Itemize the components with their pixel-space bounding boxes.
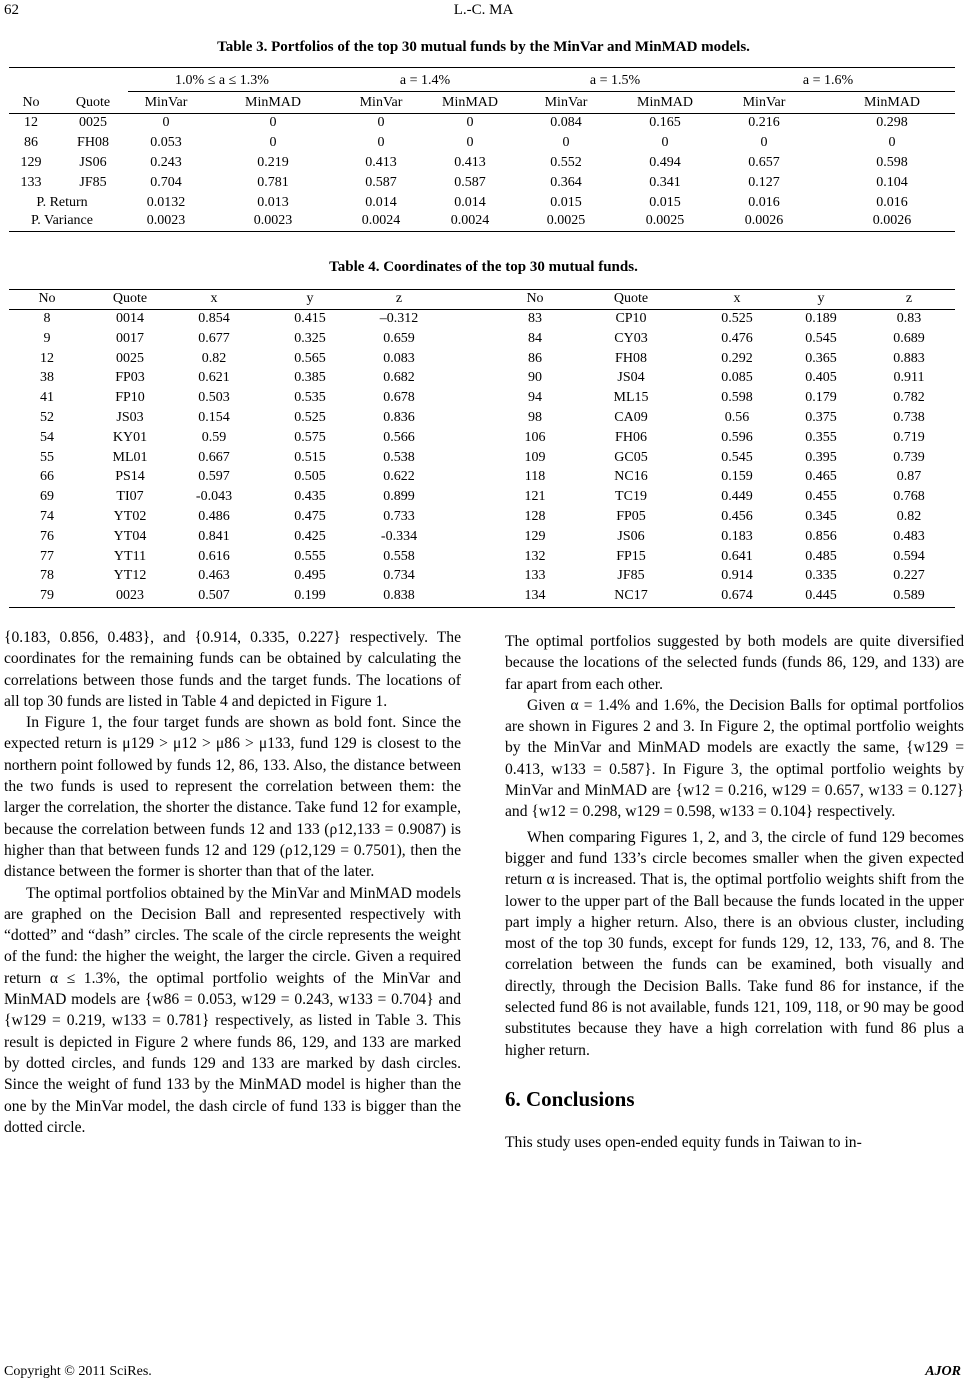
table3-summary-cell: 0.014: [365, 195, 397, 210]
right-paragraph-4: This study uses open-ended equity funds in Taiwan to in-: [505, 1134, 862, 1152]
table3-cell: 0.494: [649, 155, 681, 170]
table4-cell: 0025: [116, 350, 144, 366]
page-number: 62: [4, 2, 19, 18]
table4-cell: 0.395: [805, 449, 837, 465]
table4-cell: 0.525: [721, 311, 753, 326]
table4-cell: 0.677: [198, 330, 230, 346]
table3-column-header-cell: No: [22, 95, 40, 110]
table4-column-header-cell: No: [526, 291, 544, 306]
table4-column-header-cell: z: [905, 291, 913, 306]
table3-cell: 0: [377, 115, 385, 130]
table4-cell: 0.435: [294, 489, 326, 505]
table3-summary-cell: 0.016: [876, 195, 908, 210]
table3-cell: 0.587: [454, 175, 486, 190]
table3-summary-cell: 0.0132: [146, 195, 186, 210]
right-paragraph-1: The optimal portfolios suggested by both models are quite diversified because the locations of the selected funds (funds 86, 129, and 133) are far apart from each other.: [505, 633, 964, 693]
table4-cell: 0.682: [383, 370, 415, 386]
table3-cell: 0.298: [876, 115, 908, 130]
table4-row: [9, 390, 955, 409]
table3-summary-cell: 0.0024: [361, 213, 401, 228]
table4-cell: 0.739: [893, 449, 925, 465]
table3-cell: JF85: [79, 175, 107, 190]
table4-cell: FP10: [115, 390, 145, 406]
table4-row: [9, 450, 955, 469]
table4-cell: 12: [40, 350, 54, 366]
table3-cell: 0.219: [257, 155, 289, 170]
table4-cell: -0.334: [380, 528, 418, 544]
table4-cell: 134: [524, 588, 546, 604]
table4-cell: 0.782: [893, 390, 925, 406]
table3-header-rule: [9, 113, 955, 114]
table3-cell: 0025: [79, 115, 107, 130]
table4-cell: 0.914: [721, 568, 753, 584]
table4-cell: 0.183: [721, 528, 753, 544]
table4-cell: JS04: [617, 370, 645, 386]
table4-cell: 0.486: [198, 509, 230, 524]
table3-cell: 12: [24, 115, 38, 130]
left-paragraph-2: In Figure 1, the four target funds are shown as bold font. Since the expected return is μ129 > μ12 > μ86 > μ133, fund 129 is closest to the northern point followed by funds 12, 86, 133. Also, the distance between the two funds is used to represent the correlation between them: the larger the correlation, the shorter the distance. Take fund 12 for example, because the correlation between funds 12 and 133 (ρ12,133 = 0.9087) is higher than that between funds 12 and 129 (ρ12,129 = 0.7501), then the distance between the former is shorter than that of the later.: [4, 714, 461, 881]
table4-cell: 66: [40, 469, 54, 485]
table3-caption: Table 3. Portfolios of the top 30 mutual funds by the MinVar and MinMAD models.: [217, 39, 750, 55]
table4-column-header-cell: Quote: [112, 291, 148, 306]
table3-column-header: [9, 95, 955, 114]
table4-cell: 0.87: [896, 469, 922, 485]
table3-cell: 0: [269, 135, 277, 150]
table3-cell: 0.413: [454, 155, 486, 170]
table4-cell: ML15: [613, 390, 649, 406]
table4-row: [9, 410, 955, 429]
table3-group-label: a = 1.4%: [399, 73, 451, 88]
table4-cell: 0.475: [294, 509, 326, 524]
table4-cell: 0.375: [805, 410, 837, 425]
table4-caption: Table 4. Coordinates of the top 30 mutual funds.: [329, 259, 638, 275]
table4-cell: 0.485: [805, 548, 837, 564]
table4-cell: TI07: [116, 489, 144, 505]
table4-cell: FP15: [616, 548, 646, 564]
table4-cell: 0.505: [294, 469, 326, 485]
table3-summary-cell: 0.013: [257, 195, 289, 210]
table4-cell: 0.734: [383, 568, 415, 584]
table4-cell: 0.622: [383, 469, 415, 485]
table4-cell: 0.227: [893, 568, 925, 584]
table4-cell: 0.689: [893, 330, 925, 346]
table3-summary-cell: 0.0023: [146, 213, 186, 228]
table3-cell: 0.165: [649, 115, 681, 130]
table4-cell: 38: [40, 370, 54, 386]
table4-cell: 0.659: [383, 330, 415, 346]
table4-row: [9, 311, 955, 330]
table4-row: [9, 489, 955, 508]
table4-cell: CA09: [614, 410, 648, 425]
table4-cell: 0.674: [721, 588, 753, 604]
table4-cell: 0.838: [383, 588, 415, 604]
table4-row: [9, 588, 955, 607]
table3-column-header-cell: MinMAD: [244, 95, 302, 110]
table4-cell: 77: [40, 548, 54, 564]
table4-cell: FH08: [615, 350, 647, 366]
table3-summary-cell: P. Return: [36, 195, 88, 210]
table4-cell: 0.641: [721, 548, 753, 564]
table3-cell: 0: [466, 115, 474, 130]
table3-summary-cell: 0.015: [550, 195, 582, 210]
table4-cell: 0.555: [294, 548, 326, 564]
table4-cell: 0.59: [201, 429, 227, 445]
table4-column-header-cell: Quote: [613, 291, 649, 306]
table3-cell: 0: [377, 135, 385, 150]
table3-bottom-rule: [9, 231, 955, 232]
table4-cell: 0.159: [721, 469, 753, 485]
table4-cell: 0.495: [294, 568, 326, 584]
table3-column-header-cell: MinMAD: [441, 95, 499, 110]
table4-cell: 0.597: [198, 469, 230, 485]
table4-cell: 0.856: [805, 528, 837, 544]
table4-column-header-cell: No: [38, 291, 56, 306]
table3-cell: 0.587: [365, 175, 397, 190]
table4-cell: 0.82: [896, 509, 922, 524]
table4-row: [9, 370, 955, 389]
table4-cell: 76: [40, 528, 54, 544]
table4-cell: FP03: [115, 370, 145, 386]
table4-cell: 0.883: [893, 350, 925, 366]
table4-cell: 0.455: [805, 489, 837, 505]
section-heading-conclusions: 6. Conclusions: [505, 1086, 635, 1111]
table3-cell: 0.104: [876, 175, 908, 190]
table3-cell: 0.598: [876, 155, 908, 170]
table4-cell: 0.507: [198, 588, 230, 604]
table3-cell: 129: [20, 155, 42, 170]
table3-cell: 0.781: [257, 175, 289, 190]
table3-group-label: a = 1.5%: [589, 73, 641, 88]
table3-column-header-cell: MinVar: [144, 95, 188, 110]
table4-row: [9, 331, 955, 350]
table3-summary-cell: 0.0024: [450, 213, 490, 228]
table4-cell: 0.335: [805, 568, 837, 584]
table4-header-rule: [9, 309, 955, 310]
table4-cell: 98: [528, 410, 542, 425]
table4-cell: 0.189: [805, 311, 837, 326]
left-text-column: [4, 627, 461, 1138]
table4-cell: 0.425: [294, 528, 326, 544]
table4-top-rule: [9, 289, 955, 290]
table4-cell: 0.085: [721, 370, 753, 386]
table4-cell: 109: [524, 449, 546, 465]
table3-row: [9, 115, 955, 134]
table3-column-header-cell: MinMAD: [636, 95, 694, 110]
table4-cell: 132: [524, 548, 546, 564]
table4-cell: FH06: [615, 429, 647, 445]
table4-cell: 0.535: [294, 390, 326, 406]
table4-cell: 0.598: [721, 390, 753, 406]
table4-cell: 0.445: [805, 588, 837, 604]
table4-cell: NC16: [614, 469, 648, 485]
table4-cell: 54: [40, 429, 54, 445]
table3-summary-row: [9, 195, 955, 214]
table4-cell: YT02: [113, 509, 147, 524]
table3-cell: 0.243: [150, 155, 182, 170]
table4-cell: 0.545: [721, 449, 753, 465]
table4-cell: 0.538: [383, 449, 415, 465]
table4-cell: 0017: [116, 330, 144, 346]
table3-summary-cell: 0.0023: [253, 213, 293, 228]
table3-summary-cell: 0.0025: [645, 213, 685, 228]
table4-cell: 0.476: [721, 330, 753, 346]
table3-column-header-cell: MinMAD: [863, 95, 921, 110]
table4-cell: 0.292: [721, 350, 753, 366]
table4-column-header-cell: x: [210, 291, 218, 306]
table4-row: [9, 430, 955, 449]
table4-cell: 0.483: [893, 528, 925, 544]
table4-cell: 94: [528, 390, 542, 406]
footer-journal: AJOR: [925, 1364, 961, 1379]
table4-cell: 0.365: [805, 350, 837, 366]
table4-cell: 0.841: [198, 528, 230, 544]
table4-cell: YT11: [113, 548, 147, 564]
table4-cell: 0.854: [198, 311, 230, 326]
table3-summary-cell: P. Variance: [31, 213, 93, 228]
table3-cell: 0.552: [550, 155, 582, 170]
table4-cell: ML01: [112, 449, 148, 465]
table3-summary-cell: 0.0025: [546, 213, 586, 228]
table4-cell: 0.738: [893, 410, 925, 425]
table4-cell: 106: [524, 429, 546, 445]
table4-row: [9, 568, 955, 587]
table3-cell: 0: [162, 115, 170, 130]
table4-cell: FP05: [616, 509, 646, 524]
table4-cell: 0.616: [198, 548, 230, 564]
table4-cell: 0.503: [198, 390, 230, 406]
running-header-author: L.-C. MA: [453, 2, 514, 18]
table3-cell: 0.364: [550, 175, 582, 190]
table4-cell: 121: [524, 489, 546, 505]
table4-cell: 0.667: [198, 449, 230, 465]
table4-cell: 0.565: [294, 350, 326, 366]
table4-cell: 0.199: [294, 588, 326, 604]
table4-cell: 0.83: [896, 311, 922, 326]
table4-cell: 0.325: [294, 330, 326, 346]
table4-cell: 118: [524, 469, 546, 485]
table4-cell: 74: [40, 509, 54, 524]
table4-cell: JF85: [617, 568, 645, 584]
table4-cell: 0.899: [383, 489, 415, 505]
table4-cell: GC05: [614, 449, 648, 465]
table4-cell: KY01: [112, 429, 148, 445]
right-paragraph-3: When comparing Figures 1, 2, and 3, the circle of fund 129 becomes bigger and fund 133’s circle becomes smaller when the given expected return α is increased. That is, the optimal portfolio weights shift from the lower to the upper part of the Ball because the funds located in the upper part imply a higher return. Also, there is an obvious cluster, including most of the top 30 funds, except for funds 129, 12, 133, 76, and 8. The correlation between the funds can be examined, both visually and directly, through the Decision Balls. Take fund 86 for instance, if the selected fund 86 is not available, funds 121, 109, 118, or 90 may be good substitutes because they have a high correlation with fund 86 plus a higher return.: [505, 828, 964, 1059]
table3-cell: 0: [760, 135, 768, 150]
table3-cell: FH08: [77, 135, 109, 150]
table4-cell: 69: [40, 489, 54, 505]
table4-cell: JS06: [617, 528, 645, 544]
table4-cell: YT12: [113, 568, 147, 584]
table4-cell: 0.589: [893, 588, 925, 604]
table4-cell: 0.456: [721, 509, 753, 524]
table3-cell: 86: [24, 135, 38, 150]
table4-cell: 0.179: [805, 390, 837, 406]
table4-cell: 9: [43, 330, 51, 346]
table4-cell: 0.525: [294, 410, 326, 425]
table3-cell: JS06: [79, 155, 107, 170]
table3-column-header-cell: MinVar: [359, 95, 403, 110]
table4-cell: NC17: [614, 588, 648, 604]
table4-cell: 0.345: [805, 509, 837, 524]
footer-copyright: Copyright © 2011 SciRes.: [4, 1364, 152, 1379]
right-paragraph-2: Given α = 1.4% and 1.6%, the Decision Balls for optimal portfolios are shown in Figures 2 and 3. In Figure 2, the optimal portfolio weights by the MinVar and MinMAD models are exactly the same, {w129 = 0.413, w133 = 0.587}. In Figure 3, the optimal portfolio weights by MinVar and MinMAD are {w12 = 0.216, w129 = 0.657, w133 = 0.127} and {w12 = 0.298, w129 = 0.598, w133 = 0.104} respectively.: [505, 696, 964, 821]
table3-cell: 0: [562, 135, 570, 150]
table4-cell: 0.566: [383, 429, 415, 445]
table4-cell: 128: [524, 509, 546, 524]
table4-cell: YT04: [113, 528, 147, 544]
table4-row: [9, 549, 955, 568]
table3-row: [9, 135, 955, 154]
table4-cell: 0.405: [805, 370, 837, 386]
table4-column-header-cell: y: [817, 291, 825, 306]
table4-cell: 0.355: [805, 429, 837, 445]
table3-group-header: [9, 73, 955, 92]
table3-cell: 0.053: [150, 135, 182, 150]
table4-cell: 0.083: [383, 350, 415, 366]
table3-group-rule: [128, 91, 955, 92]
table3-column-header-cell: Quote: [75, 95, 111, 110]
table3-summary-row: [9, 213, 955, 232]
table3-column-header-cell: MinVar: [742, 95, 786, 110]
table4-cell: -0.043: [195, 489, 233, 505]
table4-cell: 41: [40, 390, 54, 406]
table3-cell: 0.413: [365, 155, 397, 170]
table4-cell: 0.719: [893, 429, 925, 445]
table4-row: [9, 351, 955, 370]
table3-row: [9, 155, 955, 174]
table3-summary-cell: 0.016: [748, 195, 780, 210]
table3-cell: 0: [466, 135, 474, 150]
table3-cell: 0: [661, 135, 669, 150]
table3-cell: 0.084: [550, 115, 582, 130]
table4-cell: 133: [524, 568, 546, 584]
table3-row: [9, 175, 955, 194]
table4-cell: 0.558: [383, 548, 415, 564]
table4-row: [9, 469, 955, 488]
table3-group-label: 1.0% ≤ a ≤ 1.3%: [175, 73, 269, 88]
right-text-column: [505, 631, 964, 1154]
table3-group-label: a = 1.6%: [802, 73, 854, 88]
table4-column-header-cell: y: [306, 291, 314, 306]
table4-cell: 0.596: [721, 429, 753, 445]
table3-cell: 0.341: [649, 175, 681, 190]
table4-column-header-cell: x: [733, 291, 741, 306]
table4-cell: 0.911: [893, 370, 925, 386]
table4-column-header: [9, 291, 955, 310]
table4-cell: 0.449: [721, 489, 753, 505]
table4-cell: 84: [528, 330, 542, 346]
table4-cell: CP10: [615, 311, 647, 326]
table4-cell: 0.515: [294, 449, 326, 465]
table4-cell: 0.415: [294, 311, 326, 326]
table3-cell: 0.704: [150, 175, 182, 190]
table4-cell: 79: [40, 588, 54, 604]
table4-cell: 0.465: [805, 469, 837, 485]
table4-cell: 0.575: [294, 429, 326, 445]
table4-cell: TC19: [615, 489, 647, 505]
left-paragraph-3: The optimal portfolios obtained by the MinVar and MinMAD models are graphed on the Decision Ball and represented respectively with “dotted” and “dash” circles. The scale of the circle represents the weight of the fund: the higher the weight, the larger the circle. Given a required return α ≤ 1.3%, the optimal portfolio weights of the MinVar and MinMAD models are {w86 = 0.053, w129 = 0.243, w133 = 0.704} and {w129 = 0.219, w133 = 0.781} respectively, as listed in Table 3. This result is depicted in Figure 2 where funds 86, 129, and 133 are marked by dotted circles, and funds 129 and 133 are marked by dash circles. Since the weight of fund 133 by the MinMAD model is higher than the one by the MinVar model, the dash circle of fund 133 is bigger than the dotted circle.: [4, 884, 461, 1136]
table4-cell: 52: [40, 410, 54, 425]
table3-cell: 0.127: [748, 175, 780, 190]
table4-cell: 0.56: [724, 410, 750, 425]
left-paragraph-1: {0.183, 0.856, 0.483}, and {0.914, 0.335, 0.227} respectively. The coordinates for the remaining funds can be obtained by calculating the correlations between those funds and the target funds. The locations of all top 30 funds are listed in Table 4 and depicted in Figure 1.: [4, 629, 461, 710]
table3-cell: 0: [888, 135, 896, 150]
table3-cell: 0.216: [748, 115, 780, 130]
table4-cell: 55: [40, 449, 54, 465]
table3-cell: 0.657: [748, 155, 780, 170]
table4-cell: 0.82: [201, 350, 227, 366]
table3-summary-cell: 0.0026: [872, 213, 912, 228]
table4-cell: 0.836: [383, 410, 415, 425]
table3-summary-cell: 0.014: [454, 195, 486, 210]
table4-column-header-cell: z: [395, 291, 403, 306]
table4-cell: 0.545: [805, 330, 837, 346]
table4-cell: 0.385: [294, 370, 326, 386]
table4-cell: CY03: [614, 330, 648, 346]
table4-cell: 0014: [116, 311, 144, 326]
table4-cell: 0.733: [383, 509, 415, 524]
table3-top-rule: [9, 67, 955, 68]
table4-cell: 0.463: [198, 568, 230, 584]
table4-cell: 0.768: [893, 489, 925, 505]
table4-row: [9, 529, 955, 548]
table4-cell: 0.621: [198, 370, 230, 386]
table3-cell: 133: [20, 175, 42, 190]
table4-cell: 0023: [116, 588, 144, 604]
table4-cell: 0.678: [383, 390, 415, 406]
table4-cell: 78: [40, 568, 54, 584]
table3-cell: 0: [269, 115, 277, 130]
table3-summary-cell: 0.015: [649, 195, 681, 210]
table4-row: [9, 509, 955, 528]
table4-cell: JS03: [116, 410, 144, 425]
table4-cell: 8: [43, 311, 51, 326]
table3-column-header-cell: MinVar: [544, 95, 588, 110]
table4-cell: 0.154: [198, 410, 230, 425]
table4-cell: 90: [528, 370, 542, 386]
table4-cell: 86: [528, 350, 542, 366]
table4-cell: PS14: [115, 469, 145, 485]
table4-cell: –0.312: [379, 311, 419, 326]
table4-cell: 0.594: [893, 548, 925, 564]
table4-cell: 83: [528, 311, 542, 326]
table4-bottom-rule: [9, 607, 955, 608]
table3-summary-cell: 0.0026: [744, 213, 784, 228]
table4-cell: 129: [524, 528, 546, 544]
